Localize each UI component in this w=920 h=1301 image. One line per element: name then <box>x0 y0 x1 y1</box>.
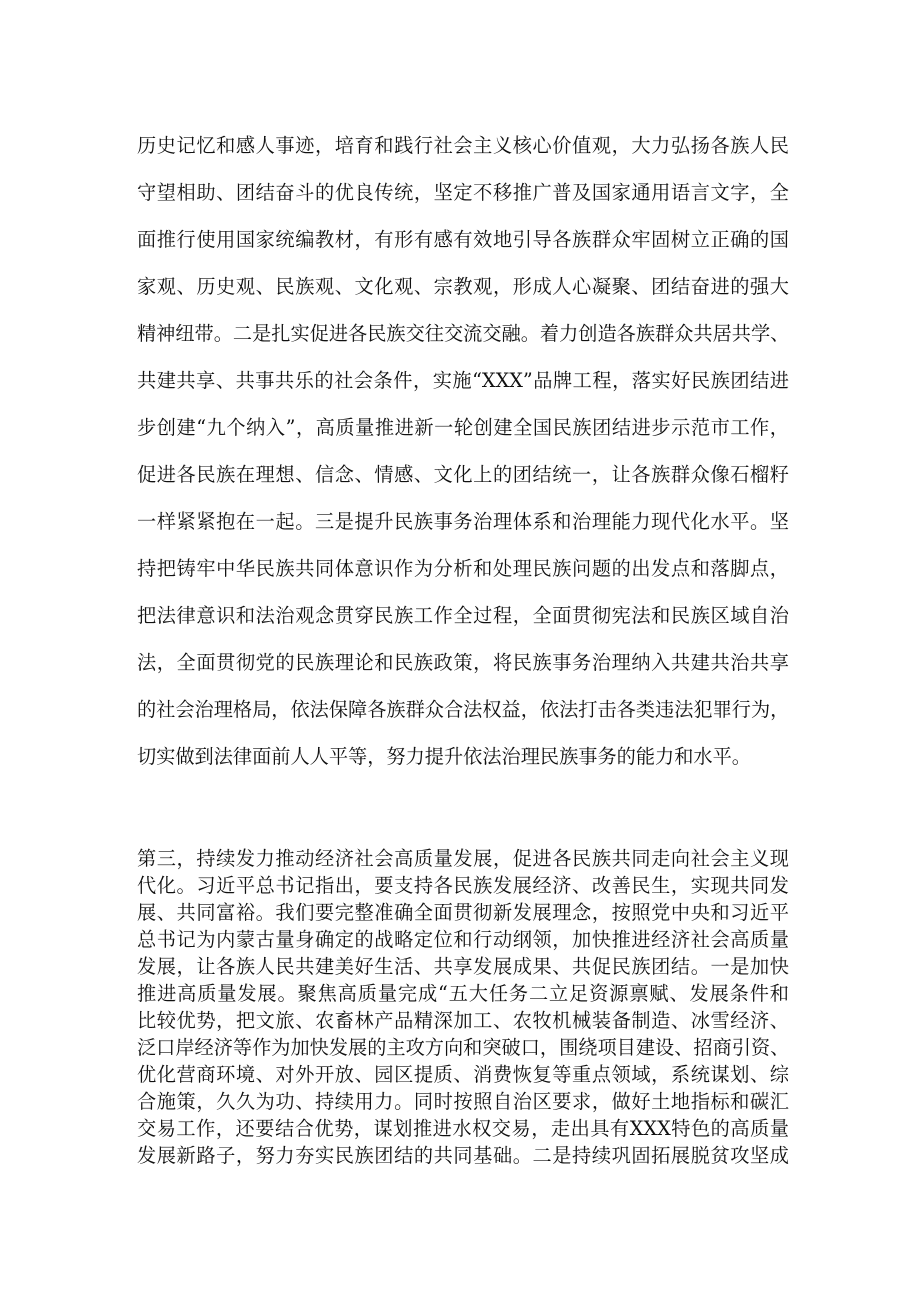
paragraph-line: 家观、历史观、民族观、文化观、宗教观，形成人心凝聚、团结奋进的强大 <box>137 275 789 298</box>
paragraph-line: 面推行使用国家统编教材，有形有感有效地引导各族群众牢固树立正确的国 <box>137 228 789 251</box>
paragraph-line: 发展新路子，努力夯实民族团结的共同基础。二是持续巩固拓展脱贫攻坚成 <box>137 1144 789 1167</box>
paragraph-line: 代化。习近平总书记指出，要支持各民族发展经济、改善民生，实现共同发 <box>137 874 789 897</box>
paragraph-line: 总书记为内蒙古量身确定的战略定位和行动纲领，加快推进经济社会高质量 <box>137 928 789 951</box>
paragraph-line: 交易工作，还要结合优势，谋划推进水权交易，走出具有XXX特色的高质量 <box>137 1117 789 1140</box>
paragraph-line: 一样紧紧抱在一起。三是提升民族事务治理体系和治理能力现代化水平。坚 <box>137 510 789 533</box>
body-paragraph-2 <box>137 845 789 1169</box>
paragraph-line: 推进高质量发展。聚焦高质量完成“五大任务二立足资源禀赋、发展条件和 <box>137 982 789 1005</box>
paragraph-line: 把法律意识和法治观念贯穿民族工作全过程，全面贯彻宪法和民族区域自治 <box>137 604 789 627</box>
paragraph-line: 历史记忆和感人事迹，培育和践行社会主义核心价值观，大力弘扬各族人民 <box>137 134 789 157</box>
paragraph-line: 第三，持续发力推动经济社会高质量发展，促进各民族共同走向社会主义现 <box>137 847 789 870</box>
paragraph-line: 合施策，久久为功、持续用力。同时按照自治区要求，做好土地指标和碳汇 <box>137 1090 789 1113</box>
paragraph-line: 守望相助、团结奋斗的优良传统，坚定不移推广普及国家通用语言文字，全 <box>137 181 789 204</box>
paragraph-line: 促进各民族在理想、信念、情感、文化上的团结统一，让各族群众像石榴籽 <box>137 463 789 486</box>
paragraph-line: 的社会治理格局，依法保障各族群众合法权益，依法打击各类违法犯罪行为， <box>137 698 789 721</box>
paragraph-line: 法，全面贯彻党的民族理论和民族政策，将民族事务治理纳入共建共治共享 <box>137 651 789 674</box>
paragraph-line: 步创建“九个纳入”，高质量推进新一轮创建全国民族团结进步示范市工作， <box>137 416 789 439</box>
paragraph-line: 持把铸牢中华民族共同体意识作为分析和处理民族问题的出发点和落脚点， <box>137 557 789 580</box>
body-paragraph-1 <box>137 122 789 780</box>
paragraph-line: 精神纽带。二是扎实促进各民族交往交流交融。着力创造各族群众共居共学、 <box>137 322 789 345</box>
paragraph-line: 比较优势，把文旅、农畜林产品精深加工、农牧机械装备制造、冰雪经济、 <box>137 1009 789 1032</box>
paragraph-line: 切实做到法律面前人人平等，努力提升依法治理民族事务的能力和水平。 <box>137 745 751 768</box>
paragraph-line: 优化营商环境、对外开放、园区提质、消费恢复等重点领域，系统谋划、综 <box>137 1063 789 1086</box>
paragraph-line: 共建共享、共事共乐的社会条件，实施“XXX”品牌工程，落实好民族团结进 <box>137 369 789 392</box>
paragraph-line: 发展，让各族人民共建美好生活、共享发展成果、共促民族团结。一是加快 <box>137 955 789 978</box>
paragraph-line: 展、共同富裕。我们要完整准确全面贯彻新发展理念，按照党中央和习近平 <box>137 901 789 924</box>
paragraph-line: 泛口岸经济等作为加快发展的主攻方向和突破口，围绕项目建设、招商引资、 <box>137 1036 789 1059</box>
